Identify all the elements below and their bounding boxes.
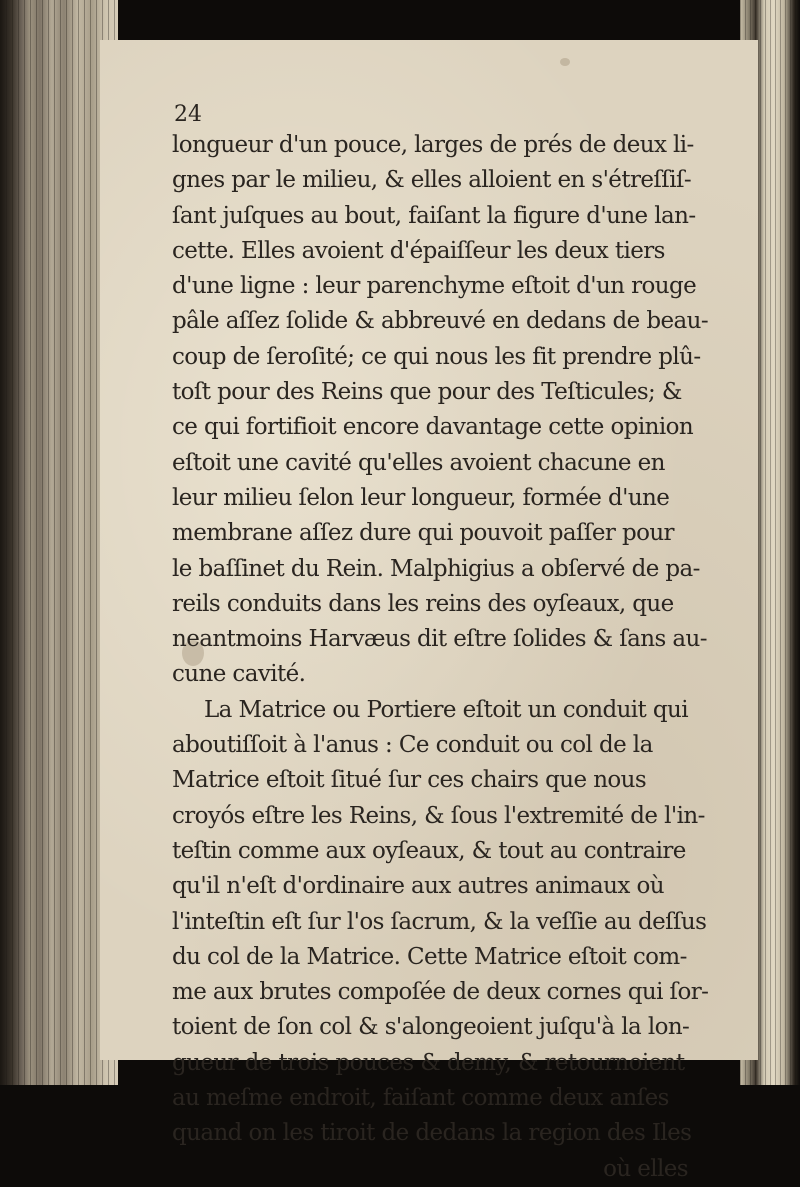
text-line: le baſſinet du Rein. Malphigius a obſervé de pa- [172,555,700,582]
text-line: longueur d'un pouce, larges de prés de deux li- [172,132,694,158]
text-line: teſtin comme aux oyſeaux, & tout au contraire [172,837,686,864]
text-line: l'inteſtin eſt ſur l'os ſacrum, & la veſſie au deſſus [172,908,707,935]
text-line: au meſme endroit, faiſant comme deux anſes [172,1085,669,1112]
text-line: La Matrice ou Portiere eſtoit un conduit qui [204,696,688,723]
text-line: reils conduits dans les reins des oyſeaux, que [172,590,674,617]
text-line: d'une ligne : leur parenchyme eſtoit d'un rouge [172,273,697,300]
text-line: Matrice eſtoit ſitué ſur ces chairs que nous [172,767,647,794]
text-line: du col de la Matrice. Cette Matrice eſtoit com- [172,943,687,970]
paper-stain [560,58,570,66]
text-line: gueur de trois pouces & demy, & retournoient [172,1049,685,1076]
text-line: ce qui fortifioit encore davantage cette opinion [172,414,694,441]
text-line: croyós eſtre les Reins, & ſous l'extremité de l'in- [172,802,705,829]
text-line: eſtoit une cavité qu'elles avoient chacune en [172,449,665,476]
page-number: 24 [174,102,202,127]
text-line: cette. Elles avoient d'épaiſſeur les deux tiers [172,237,665,264]
text-line: pâle aſſez ſolide & abbreuvé en dedans de beau- [172,308,708,335]
text-line: ſant juſques au bout, faiſant la figure d'une lan- [172,202,696,229]
body-text [172,128,709,1187]
text-line: aboutiſſoit à l'anus : Ce conduit ou col de la [172,732,653,759]
text-line: neantmoins Harvæus dit eſtre ſolides & ſans au- [172,626,707,653]
text-line: leur milieu ſelon leur longueur, formée d'une [172,484,670,511]
catchword: où elles [603,1155,688,1182]
text-line: toient de ſon col & s'alongeoient juſqu'à la lon- [172,1014,690,1041]
text-line: membrane aſſez dure qui pouvoit paſſer pour [172,520,674,547]
text-line: qu'il n'eſt d'ordinaire aux autres animaux où [172,873,664,900]
text-line: me aux brutes compoſée de deux cornes qui ſor- [172,979,709,1006]
text-line: gnes par le milieu, & elles alloient en s'étreſſiſ- [172,167,692,194]
text-line: toſt pour des Reins que pour des Teſticules; & [172,379,682,406]
text-line: quand on les tiroit de dedans la region des Iles [172,1120,692,1147]
text-line: cune cavité. [172,661,306,688]
text-line: coup de ſeroſité; ce qui nous les fit prendre plû- [172,343,701,370]
